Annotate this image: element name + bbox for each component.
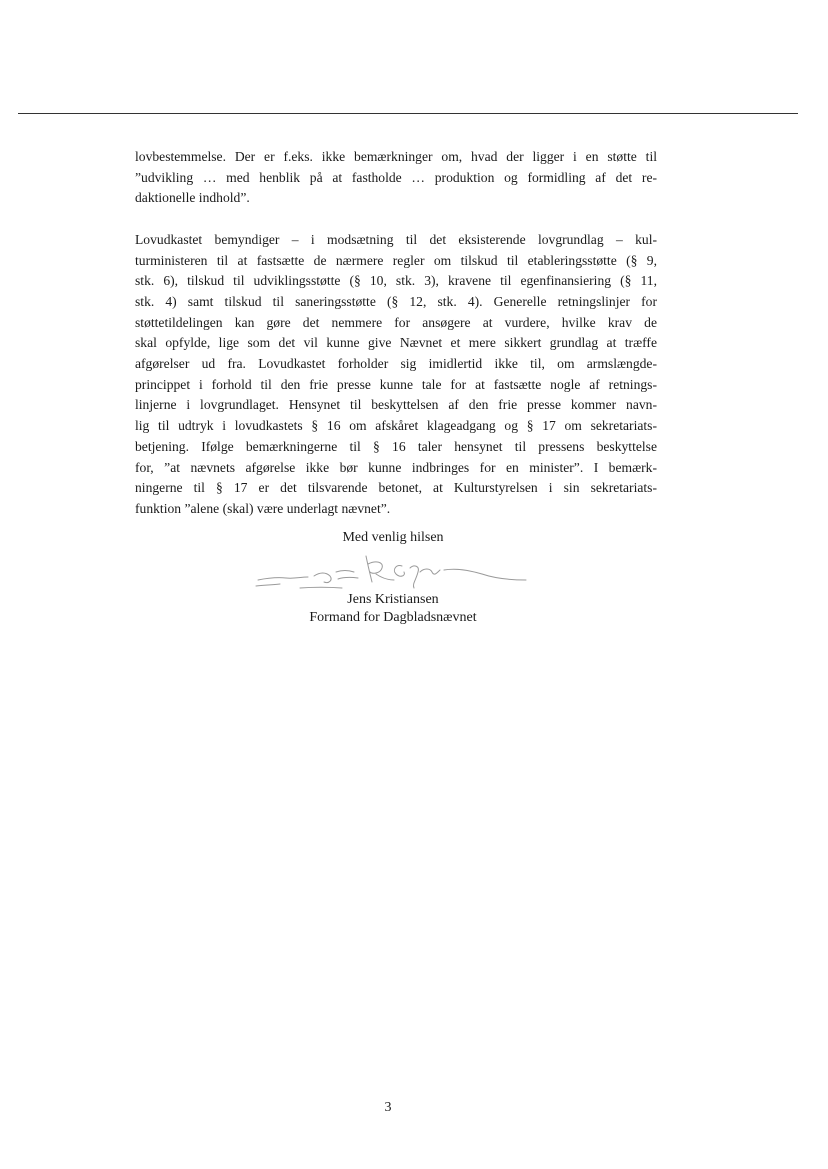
text-line: betjening. Ifølge bemærkningerne til § 16 taler hensynet til pressens beskyttelse xyxy=(135,438,657,454)
text-line: ningerne til § 17 er det tilsvarende betonet, at Kulturstyrelsen i sin sekretariats- xyxy=(135,480,657,496)
handwritten-signature xyxy=(254,550,534,598)
text-line: funktion ”alene (skal) være underlagt nævnet”. xyxy=(135,500,391,516)
signer-title: Formand for Dagbladsnævnet xyxy=(309,610,477,625)
text-line: Lovudkastet bemyndiger – i modsætning til det eksisterende lovgrundlag – kul- xyxy=(135,231,657,247)
signer-name: Jens Kristiansen xyxy=(347,592,439,607)
text-line: stk. 4) samt tilskud til saneringsstøtte (§ 12, stk. 4). Generelle retningslinjer for xyxy=(135,293,657,309)
text-line: støttetildelingen kan gøre det nemmere for ansøgere at vurdere, hvilke krav de xyxy=(135,314,657,330)
text-line: for, ”at nævnets afgørelse ikke bør kunne indbringes for en minister”. I bemærk- xyxy=(135,459,657,475)
text-line: princippet i forhold til den frie presse kunne tale for at fastsætte nogle af retnings- xyxy=(135,376,657,392)
text-line: lovbestemmelse. Der er f.eks. ikke bemærkninger om, hvad der ligger i en støtte til xyxy=(135,149,657,164)
text-line: daktionelle indhold”. xyxy=(135,190,250,206)
text-line: ”udvikling … med henblik på at fastholde … produktion og formidling af det re- xyxy=(135,169,657,185)
page-number: 3 xyxy=(384,1100,392,1115)
text-line: turministeren til at fastsætte de nærmere regler om tilskud til etableringsstøtte (§ 9, xyxy=(135,252,657,268)
text-line: afgørelser ud fra. Lovudkastet forholder sig imidlertid ikke til, om armslængde- xyxy=(135,356,657,372)
closing-greeting: Med venlig hilsen xyxy=(342,530,444,545)
paragraph xyxy=(135,147,657,209)
header-rule xyxy=(18,113,798,114)
text-line: stk. 6), tilskud til udviklingsstøtte (§ 10, stk. 3), kravene til egenfinansiering (§ 11, xyxy=(135,273,657,289)
paragraph xyxy=(135,230,657,520)
text-line: skal opfylde, lige som det vil kunne give Nævnet et mere sikkert grundlag at træffe xyxy=(135,335,657,351)
letter-body xyxy=(135,147,657,520)
text-line: linjerne i lovgrundlaget. Hensynet til beskyttelsen af den frie presse kommer navn- xyxy=(135,397,657,413)
text-line: lig til udtryk i lovudkastets § 16 om afskåret klageadgang og § 17 om sekretariats- xyxy=(135,418,657,434)
